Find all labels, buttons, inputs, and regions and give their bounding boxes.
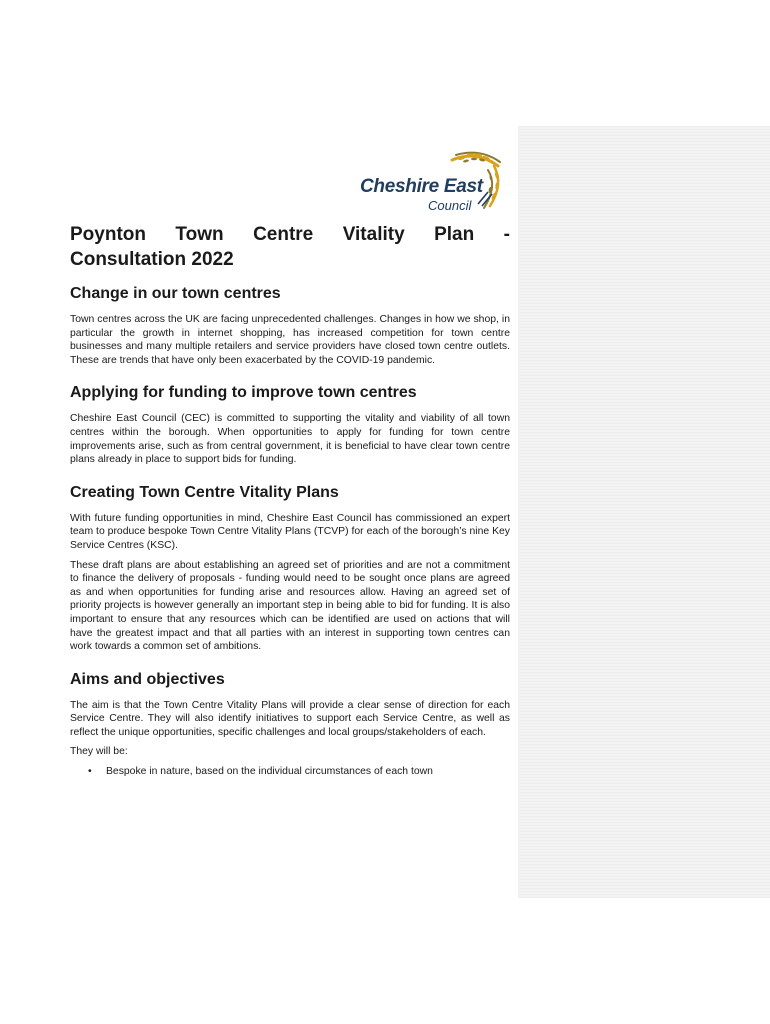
page-title	[70, 222, 510, 272]
page-title-line2: Consultation 2022	[70, 249, 234, 270]
section-paragraph: Town centres across the UK are facing unprecedented challenges. Changes in how we shop, in particular the growth in internet shopping, has increased competition for town centre businesses and many multiple retailers and service providers have closed town centre outlets. These are trends that have only been exacerbated by the COVID-19 pandemic.	[70, 314, 510, 366]
section-paragraph: Cheshire East Council (CEC) is committed to supporting the vitality and viability of all town centres within the borough. When opportunities to apply for funding for town centre improvements arise, such as from central government, it is beneficial to have clear town centre plans already in place to support bids for funding.	[70, 413, 510, 466]
section-heading: Aims and objectives	[70, 670, 225, 688]
section-paragraph: They will be:	[70, 746, 128, 758]
list-item-text: Bespoke in nature, based on the individual circumstances of each town	[106, 766, 433, 778]
logo-name: Cheshire East	[360, 176, 483, 197]
bullet-icon: •	[88, 766, 92, 778]
council-logo	[356, 148, 506, 214]
section-paragraph: The aim is that the Town Centre Vitality Plans will provide a clear sense of direction for each Service Centre. They will also identify initiatives to support each Service Centre, as well as reflect the unique opportunities, specific challenges and local groups/stakeholders of each.	[70, 699, 510, 738]
section-heading: Applying for funding to improve town centres	[70, 384, 417, 402]
document-body	[70, 222, 510, 779]
comment-margin-panel	[518, 126, 770, 898]
section-paragraph: These draft plans are about establishing an agreed set of priorities and are not a commitment to finance the delivery of proposals - funding would need to be sought once plans are agreed as and when opportunities for funding arise and resources allow. Having an agreed set of priority projects is however generally an important step in being able to bid for funding. It is also important to ensure that any resources which can be identified are used on actions that will have the greatest impact and that all parties with an interest in supporting town centres can work towards a common set of ambitions.	[70, 559, 510, 653]
page-title-line1: Poynton Town Centre Vitality Plan -	[70, 224, 510, 245]
list-item	[70, 765, 510, 779]
section-paragraph: With future funding opportunities in mind, Cheshire East Council has commissioned an expert team to produce bespoke Town Centre Vitality Plans (TCVP) for each of the borough’s nine Key Service Centres (KSC).	[70, 512, 510, 551]
objectives-list	[70, 765, 510, 779]
section-heading: Change in our town centres	[70, 285, 281, 302]
section-heading: Creating Town Centre Vitality Plans	[70, 483, 339, 501]
logo-council: Council	[428, 198, 472, 213]
